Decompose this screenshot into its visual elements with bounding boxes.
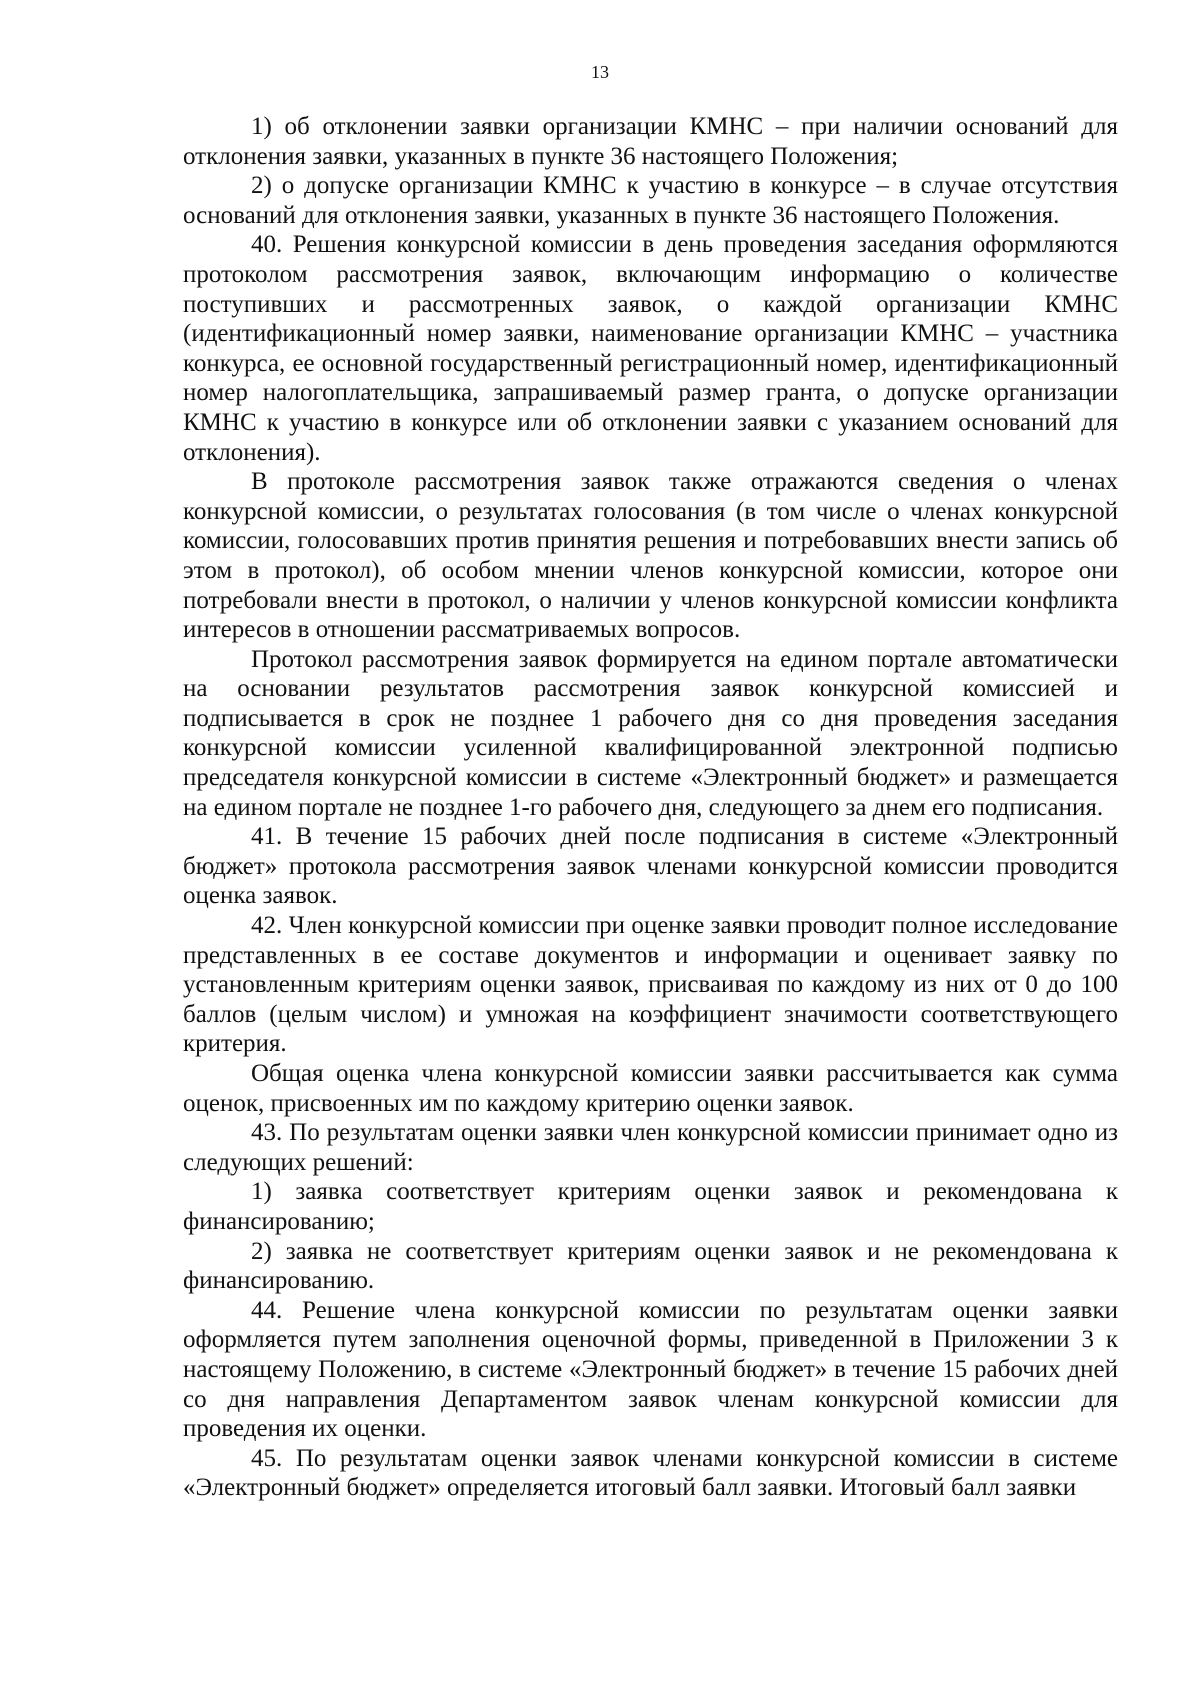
paragraph-clause-40: 40. Решения конкурсной комиссии в день проведения заседания оформляются протоколом рассмотрения заявок, включающим информацию о количестве поступивших и рассмотренных заявок, о каждой организации КМНС (идентификационный номер заявки, наименование организации КМНС – участника конкурса, ее основной государственный регистрационный номер, идентификационный номер налогоплательщика, запрашиваемый размер гранта, о допуске организации КМНС к участию в конкурсе или об отклонении заявки с указанием оснований для отклонения). [183, 231, 1118, 466]
paragraph-total-score: Общая оценка члена конкурсной комиссии заявки рассчитывается как сумма оценок, присвоенных им по каждому критерию оценки заявок. [183, 1060, 1118, 1117]
paragraph-clause-44: 44. Решение члена конкурсной комиссии по результатам оценки заявки оформляется путем заполнения оценочной формы, приведенной в Приложении 3 к настоящему Положению, в системе «Электронный бюджет» в течение 15 рабочих дней со дня направления Департаментом заявок членам конкурсной комиссии для проведения их оценки. [183, 1296, 1118, 1443]
paragraph-protocol-formation: Протокол рассмотрения заявок формируется на едином портале автоматически на основании результатов рассмотрения заявок конкурсной комиссией и подписывается в срок не позднее 1 рабочего дня со дня проведения заседания конкурсной комиссии усиленной квалифицированной электронной подписью председателя конкурсной комиссии в системе «Электронный бюджет» и размещается на едином портале не позднее 1-го рабочего дня, следующего за днем его подписания. [183, 645, 1118, 821]
paragraph-clause-43: 43. По результатам оценки заявки член конкурсной комиссии принимает одно из следующих решений: [183, 1119, 1118, 1176]
paragraph-protocol-details: В протоколе рассмотрения заявок также отражаются сведения о членах конкурсной комиссии, о результатах голосования (в том числе о членах конкурсной комиссии, голосовавших против принятия решения и потребовавших внести запись об этом в протокол), об особом мнении членов конкурсной комиссии, которое они потребовали внести в протокол, о наличии у членов конкурсной комиссии конфликта интересов в отношении рассматриваемых вопросов. [183, 468, 1118, 644]
page-number: 13 [591, 62, 609, 82]
paragraph-decision-2: 2) о допуске организации КМНС к участию в конкурсе – в случае отсутствия оснований для отклонения заявки, указанных в пункте 36 настоящего Положения. [183, 172, 1118, 229]
paragraph-decision-not-recommended: 2) заявка не соответствует критериям оценки заявок и не рекомендована к финансированию. [183, 1237, 1118, 1295]
paragraph-decision-recommended: 1) заявка соответствует критериям оценки заявок и рекомендована к финансированию; [183, 1178, 1118, 1235]
paragraph-clause-45: 45. По результатам оценки заявок членами конкурсной комиссии в системе «Электронный бюджет» определяется итоговый балл заявки. Итоговый балл заявки [183, 1444, 1118, 1502]
paragraph-clause-42: 42. Член конкурсной комиссии при оценке заявки проводит полное исследование представленных в ее составе документов и информации и оценивает заявку по установленным критериям оценки заявок, присваивая по каждому из них от 0 до 100 баллов (целым числом) и умножая на коэффициент значимости соответствующего критерия. [183, 912, 1118, 1058]
paragraph-clause-41: 41. В течение 15 рабочих дней после подписания в системе «Электронный бюджет» протокола рассмотрения заявок членами конкурсной комиссии проводится оценка заявок. [183, 823, 1118, 910]
paragraph-decision-1: 1) об отклонении заявки организации КМНС – при наличии оснований для отклонения заявки, указанных в пункте 36 настоящего Положения; [183, 113, 1118, 170]
document-body [183, 112, 1118, 1503]
